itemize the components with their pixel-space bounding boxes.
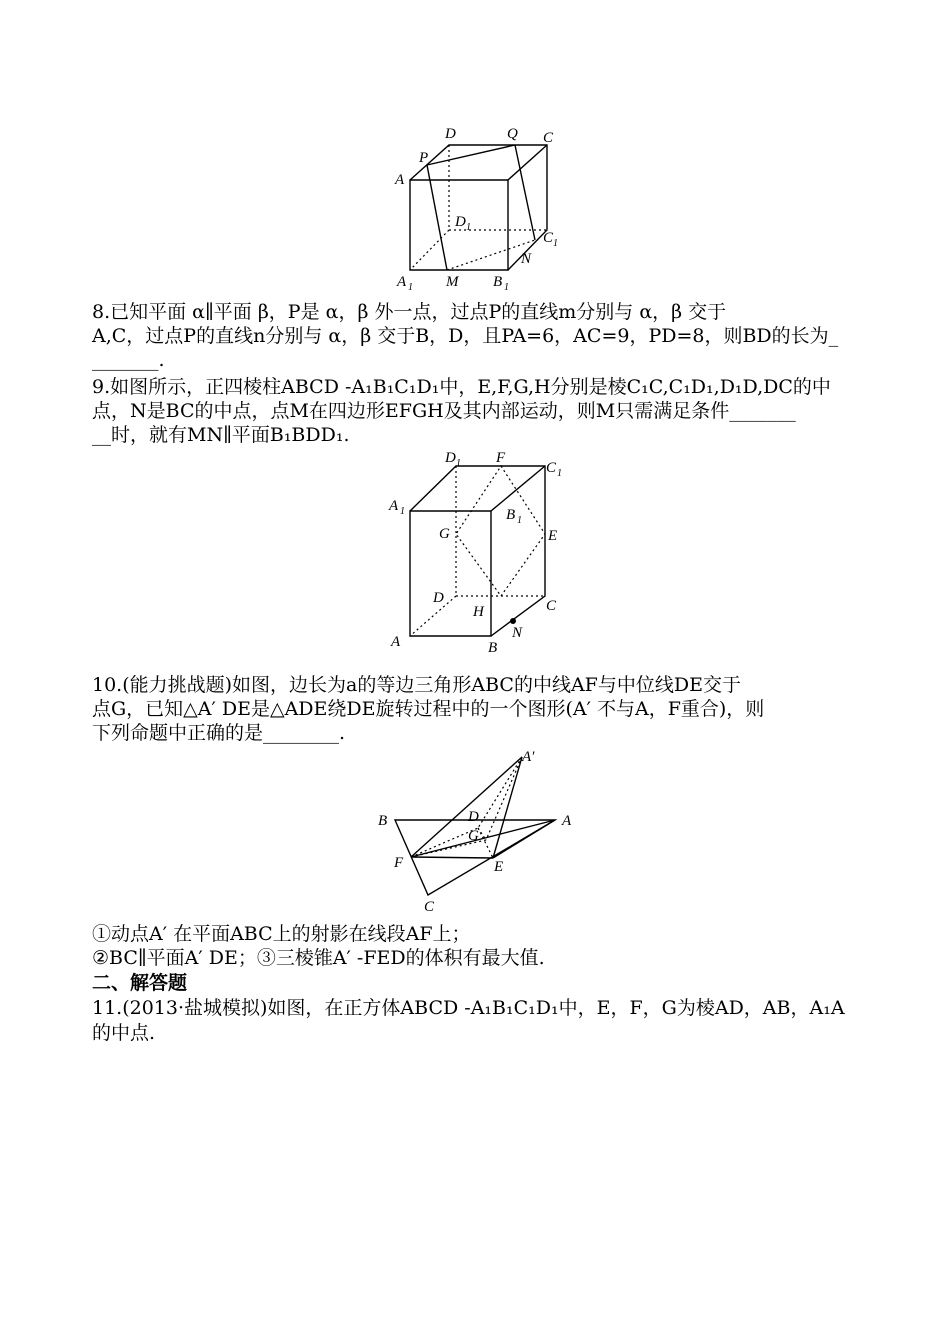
label-D1-sub: 1 (456, 458, 461, 469)
label-N: N (512, 625, 523, 641)
label-M: M (446, 274, 459, 290)
label-A1-sub: 1 (400, 506, 405, 517)
label-B: B (378, 813, 388, 829)
label-P: P (419, 150, 429, 166)
label-A1-sub: 1 (408, 282, 413, 292)
label-A: A (562, 813, 572, 829)
q10-option-2: ②BC∥平面A′ DE；③三棱锥A′ -FED的体积有最大值. (92, 947, 545, 969)
label-E: E (548, 528, 558, 544)
label-F: F (496, 450, 506, 466)
q9-line-2: 点，N是BC的中点，点M在四边形EFGH及其内部运动，则M只需满足条件_______ (92, 400, 796, 422)
q8-line-1: 8.已知平面 α∥平面 β，P是 α，β 外一点，过点P的直线m分别与 α，β 交于 (92, 301, 727, 323)
label-D: D (468, 809, 479, 825)
label-C1: C (543, 230, 554, 246)
label-G: G (439, 526, 450, 542)
label-Q: Q (507, 126, 518, 142)
label-C1-sub: 1 (557, 468, 562, 479)
label-A-prime: A′ (522, 749, 535, 765)
figure-folded-triangle (370, 745, 585, 917)
label-D1: D (445, 450, 456, 466)
figure-cube-pq (385, 120, 575, 292)
label-D: D (433, 590, 444, 606)
label-D1: D (455, 214, 466, 230)
label-C1-sub: 1 (553, 238, 558, 249)
label-D: D (445, 126, 456, 142)
q8-line-2: A,C，过点P的直线n分别与 α，β 交于B，D，且PA=6，AC=9，PD=8，则BD的长为_ (92, 325, 839, 347)
label-C1: C (546, 460, 557, 476)
label-F: F (394, 855, 404, 871)
label-D1-sub: 1 (466, 222, 471, 233)
label-A: A (395, 172, 405, 188)
label-C: C (546, 598, 557, 614)
label-E: E (494, 859, 504, 875)
q8-line-3: _______. (92, 349, 165, 371)
label-C: C (424, 899, 435, 915)
label-B: B (488, 640, 498, 656)
point-N (510, 618, 516, 624)
figure-folded-triangle-svg (370, 745, 585, 917)
label-C: C (543, 130, 554, 146)
label-B1: B (506, 507, 516, 523)
figure-prism-efgh-svg (383, 446, 573, 658)
label-B1-sub: 1 (504, 282, 509, 292)
figure-prism-efgh (383, 446, 573, 658)
q10-option-1: ①动点A′ 在平面ABC上的射影在线段AF上； (92, 923, 471, 945)
label-G: G (468, 828, 479, 844)
q10-line-3: 下列命题中正确的是________. (92, 722, 346, 744)
q9-line-1: 9.如图所示，正四棱柱ABCD -A₁B₁C₁D₁中，E,F,G,H分别是棱C₁C,C₁D₁,D₁D,DC的中 (92, 376, 831, 398)
label-H: H (473, 604, 484, 620)
label-A1: A (389, 498, 399, 514)
label-N: N (521, 251, 532, 267)
label-A1: A (397, 274, 407, 290)
q10-line-1: 10.(能力挑战题)如图，边长为a的等边三角形ABC的中线AF与中位线DE交于 (92, 674, 741, 696)
section-2-title: 二、解答题 (92, 972, 188, 994)
q9-line-3: __时，就有MN∥平面B₁BDD₁. (92, 424, 350, 446)
label-B1: B (493, 274, 503, 290)
label-B1-sub: 1 (517, 515, 522, 526)
figure-cube-pq-svg (385, 120, 575, 292)
q10-line-2: 点G，已知△A′ DE是△ADE绕DE旋转过程中的一个图形(A′ 不与A，F重合)，则 (92, 698, 765, 720)
label-A: A (391, 634, 401, 650)
q11-line-2: 的中点. (92, 1022, 156, 1044)
q11-line-1: 11.(2013·盐城模拟)如图，在正方体ABCD -A₁B₁C₁D₁中，E，F，G为棱AD，AB，A₁A (92, 997, 845, 1019)
